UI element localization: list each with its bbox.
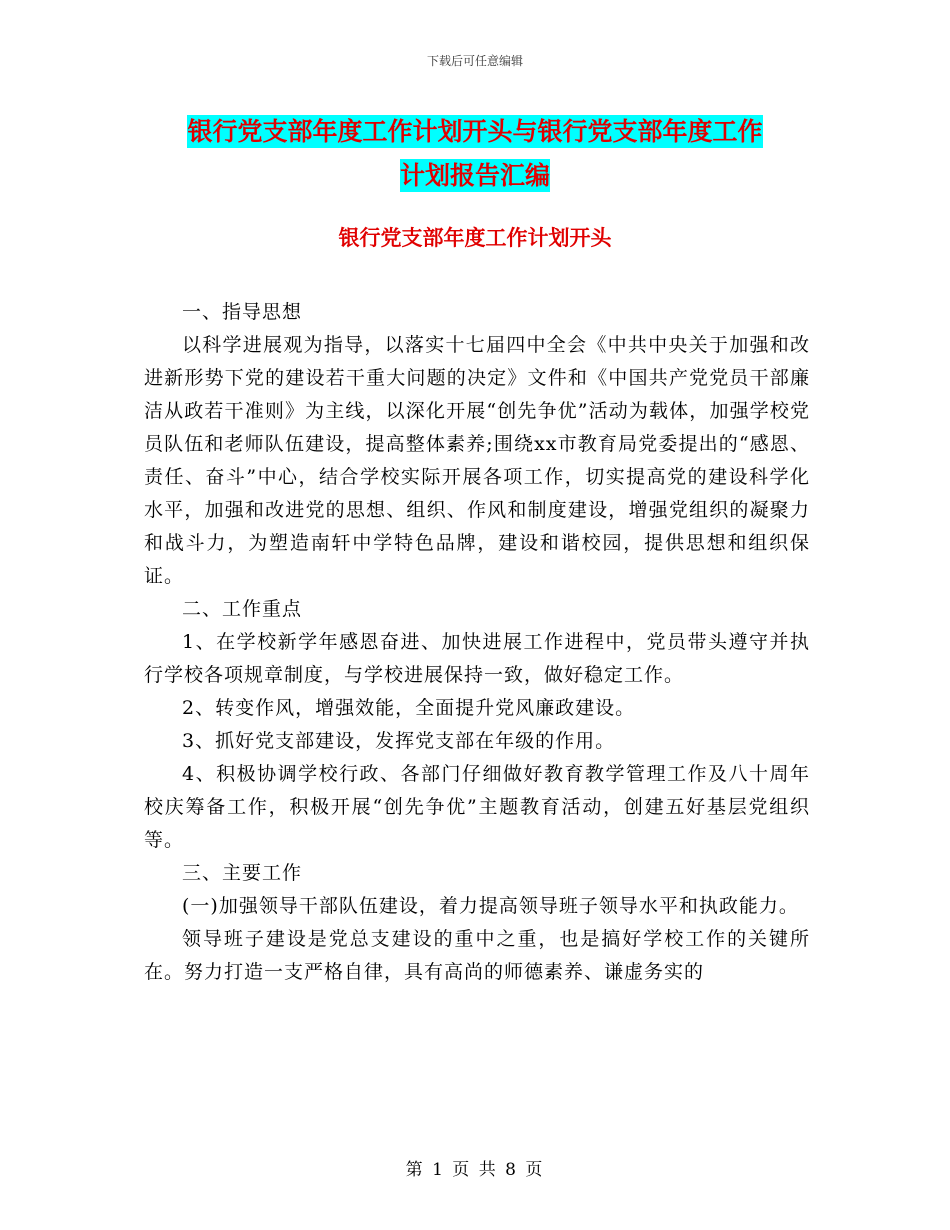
heading-main-work: 三、主要工作 bbox=[182, 862, 303, 884]
section-title: 银行党支部年度工作计划开头 bbox=[338, 226, 612, 250]
document-title-line2: 计划报告汇编 bbox=[399, 161, 550, 190]
document-title-line1: 银行党支部年度工作计划开头与银行党支部年度工作 bbox=[187, 117, 763, 146]
header-note: 下载后可任意编辑 bbox=[426, 54, 523, 68]
paragraph: 1、在学校新学年感恩奋进、加快进展工作进程中，党员带头遵守并执行学校各项规章制度，与学校进展保持一致，做好稳定工作。 bbox=[144, 631, 810, 686]
heading-work-focus: 二、工作重点 bbox=[182, 598, 303, 620]
paragraph: (一)加强领导干部队伍建设，着力提高领导班子领导水平和执政能力。 bbox=[182, 895, 799, 917]
heading-guiding-ideology: 一、指导思想 bbox=[182, 301, 303, 323]
paragraph: 2、转变作风，增强效能，全面提升党风廉政建设。 bbox=[182, 697, 636, 719]
document-title bbox=[145, 110, 805, 198]
paragraph: 以科学进展观为指导，以落实十七届四中全会《中共中央关于加强和改进新形势下党的建设若干重大问题的决定》文件和《中国共产党党员干部廉洁从政若干准则》为主线，以深化开展“创先争优”活动为载体，加强学校党员队伍和老师队伍建设，提高整体素养;围绕xx市教育局党委提出的“感恩、责任、奋斗”中心，结合学校实际开展各项工作，切实提高党的建设科学化水平，加强和改进党的思想、组织、作风和制度建设，增强党组织的凝聚力和战斗力，为塑造南轩中学特色品牌，建设和谐校园，提供思想和组织保证。 bbox=[144, 334, 810, 587]
paragraph: 3、抓好党支部建设，发挥党支部在年级的作用。 bbox=[182, 730, 616, 752]
page-footer: 第 1 页 共 8 页 bbox=[405, 1160, 545, 1180]
document-body bbox=[144, 296, 810, 989]
paragraph: 领导班子建设是党总支建设的重中之重，也是搞好学校工作的关键所在。努力打造一支严格自律，具有高尚的师德素养、谦虚务实的 bbox=[144, 928, 810, 983]
paragraph: 4、积极协调学校行政、各部门仔细做好教育教学管理工作及八十周年校庆筹备工作，积极开展“创先争优”主题教育活动，创建五好基层党组织等。 bbox=[144, 763, 810, 851]
